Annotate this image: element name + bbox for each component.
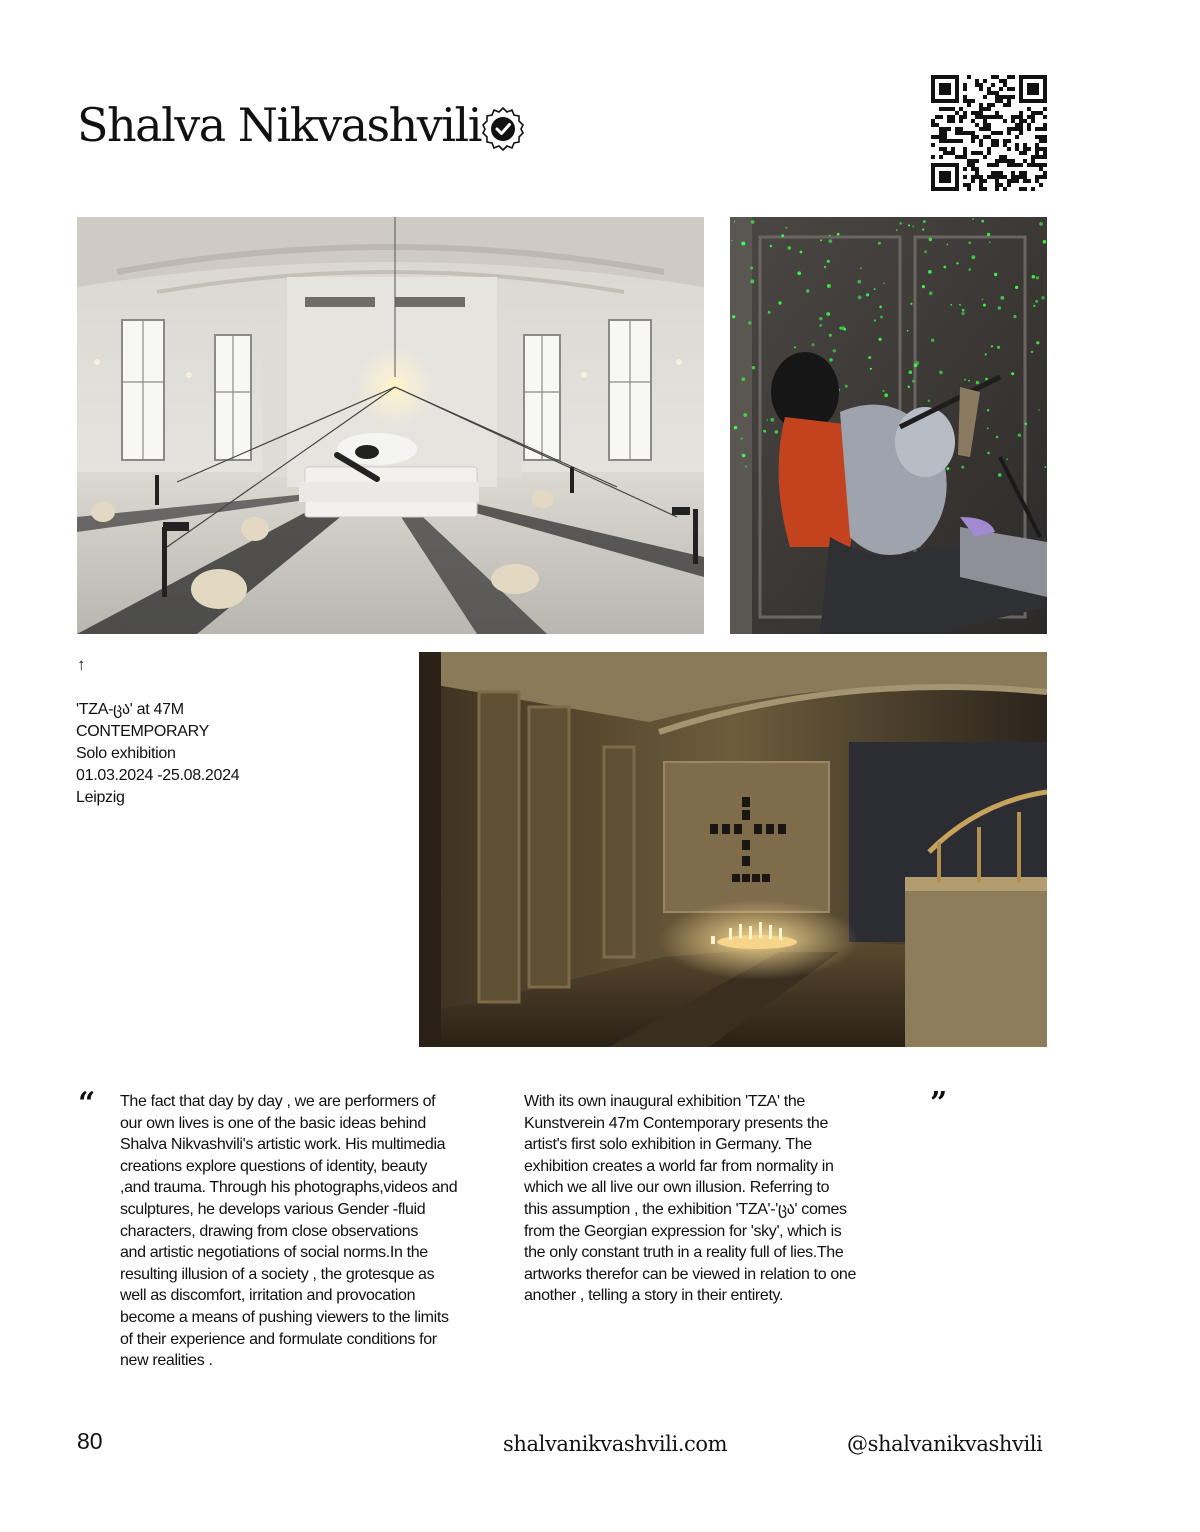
quote-line: sculptures, he develops various Gender -fluid [120,1200,426,1218]
social-handle-link[interactable]: @shalvanikvashvili [847,1432,1043,1456]
caption-dates: 01.03.2024 -25.08.2024 [76,767,240,784]
caption-title-line-2: CONTEMPORARY [76,723,210,740]
quote-close-icon: ” [930,1086,948,1121]
quote-line: of their experience and formulate conditions for [120,1330,437,1348]
quote-line: new realities . [120,1352,213,1370]
quote-line: creations explore questions of identity, beauty [120,1157,428,1175]
arrow-up-icon: ↑ [77,655,86,674]
quote-line: artist's first solo exhibition in Germany. The [524,1136,812,1154]
quote-line: The fact that day by day , we are performers of [120,1093,436,1110]
verified-check-icon [480,106,526,152]
quote-line: become a means of pushing viewers to the limits [120,1308,449,1326]
quote-line: the only constant truth in a reality full of lies.The [524,1244,844,1262]
quote-line: resulting illusion of a society , the grotesque as [120,1265,435,1283]
photo-exhibition-hall [77,217,704,634]
quote-right-column [524,1091,856,1307]
quote-line: Kunstverein 47m Contemporary presents the [524,1114,829,1132]
caption-city: Leipzig [76,789,125,806]
caption-type: Solo exhibition [76,745,176,762]
photo-sculpture-laser [730,217,1047,634]
caption-title-line-1: 'TZA-ცა' at 47M [76,701,184,718]
quote-line: artworks therefor can be viewed in relation to one [524,1265,857,1283]
page-number: 80 [77,1428,103,1454]
quote-line: another , telling a story in their entirety. [524,1287,784,1305]
artist-name: Shalva Nikvashvili [77,98,481,152]
quote-line: exhibition creates a world far from normality in [524,1157,834,1175]
quote-left-column [120,1091,457,1372]
quote-line: from the Georgian expression for 'sky', which is [524,1222,842,1240]
quote-open-icon: “ [78,1086,96,1121]
quote-line: our own lives is one of the basic ideas behind [120,1114,426,1132]
quote-line: well as discomfort, irritation and provocation [120,1287,416,1305]
exhibition-caption [76,699,239,809]
website-link[interactable]: shalvanikvashvili.com [503,1432,728,1456]
quote-line: ,and trauma. Through his photographs,videos and [120,1179,458,1197]
quote-line: Shalva Nikvashvili's artistic work. His multimedia [120,1136,446,1154]
quote-line: this assumption , the exhibition 'TZA'-'ცა' comes [524,1200,847,1218]
photo-candle-corridor [419,652,1047,1047]
quote-line: With its own inaugural exhibition 'TZA' the [524,1093,805,1110]
qr-code-icon[interactable] [931,75,1047,191]
quote-line: and artistic negotiations of social norms.In the [120,1244,428,1262]
quote-line: which we all live our own illusion. Referring to [524,1179,830,1197]
quote-line: characters, drawing from close observations [120,1222,418,1240]
